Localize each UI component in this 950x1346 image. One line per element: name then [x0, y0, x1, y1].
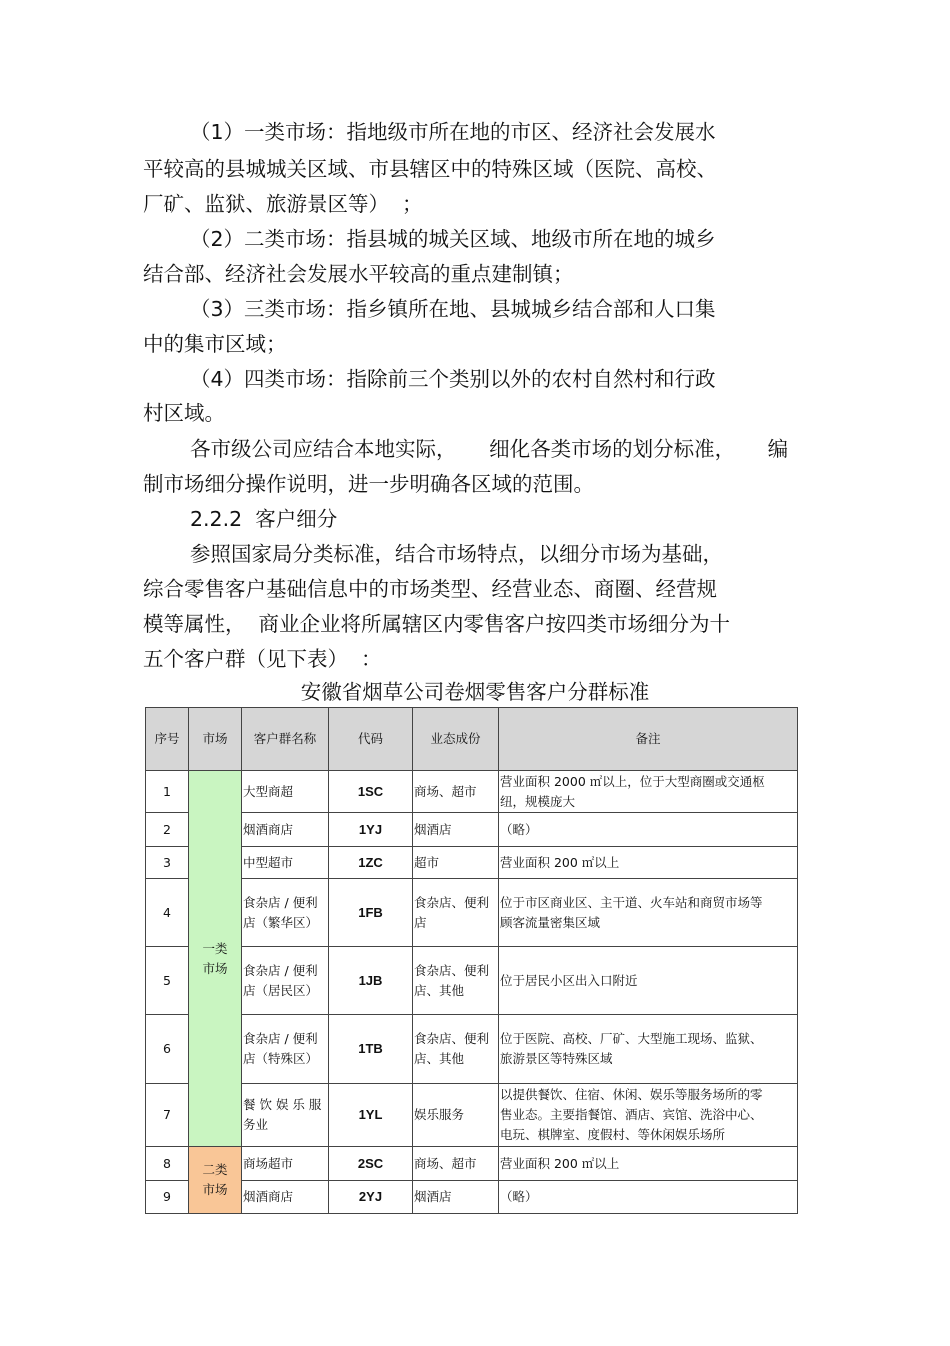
- note-cell: [499, 947, 798, 1015]
- text-line: 顾客流量密集区域: [500, 914, 601, 930]
- text-line: 店（居民区）: [243, 982, 319, 998]
- text-line: 商场超市: [243, 1155, 294, 1171]
- text-line: 烟酒商店: [243, 1189, 294, 1204]
- text-line: 食杂店 / 便利: [243, 894, 318, 910]
- table-row: [146, 1015, 798, 1084]
- text-line: 餐 饮 娱 乐 服: [243, 1097, 322, 1112]
- text-line: 以提供餐饮、住宿、休闲、娱乐等服务场所的零: [500, 1087, 763, 1102]
- text-line: 食杂店、便利: [414, 894, 490, 910]
- table-row: [146, 813, 798, 847]
- format-cell: [413, 1015, 499, 1084]
- format-cell: [413, 847, 499, 879]
- code-cell: 1ZC: [329, 847, 413, 879]
- row-number: 1: [146, 771, 189, 813]
- note-cell: [499, 1084, 798, 1147]
- text-line: 店、其他: [414, 1051, 465, 1066]
- text-line: 营业面积 200 ㎡以上: [500, 1155, 620, 1171]
- row-number: 4: [146, 879, 189, 947]
- header-cell: 序号: [146, 708, 189, 771]
- row-number: 7: [146, 1084, 189, 1147]
- table-row: [146, 947, 798, 1015]
- format-cell: [413, 1181, 499, 1214]
- format-cell: [413, 813, 499, 847]
- group-name-cell: [242, 1181, 329, 1214]
- customer-group-table: [145, 707, 798, 1214]
- text-line: 店: [414, 914, 427, 930]
- text-line: 店（繁华区）: [243, 914, 319, 930]
- header-cell: 客户群名称: [242, 708, 329, 771]
- group-name-cell: [242, 1084, 329, 1147]
- paragraph-line: 五个客户群（见下表） ：: [143, 647, 382, 671]
- paragraph-line: （4）四类市场：指除前三个类别以外的农村自然村和行政: [190, 367, 716, 391]
- text-line: 电玩、棋牌室、度假村、等休闲娱乐场所: [500, 1127, 726, 1142]
- row-number: 8: [146, 1147, 189, 1181]
- group-name-cell: [242, 1015, 329, 1084]
- table-row: [146, 1181, 798, 1214]
- paragraph-line: 综合零售客户基础信息中的市场类型、经营业态、商圈、经营规: [143, 577, 717, 601]
- header-cell: 备注: [499, 708, 798, 771]
- paragraph-line: 参照国家局分类标准，结合市场特点，以细分市场为基础，: [190, 542, 723, 566]
- text-line: 店、其他: [414, 982, 465, 998]
- note-cell: [499, 771, 798, 813]
- table-row: [146, 1084, 798, 1147]
- text-line: 超市: [414, 854, 440, 870]
- text-line: 食杂店 / 便利: [243, 1031, 318, 1046]
- paragraph-line: 结合部、经济社会发展水平较高的重点建制镇；: [143, 262, 574, 286]
- table-row: [146, 1147, 798, 1181]
- market-cell-first-class: [189, 771, 242, 1147]
- table-header-row: [146, 708, 798, 771]
- market-label: 市场: [202, 1182, 228, 1197]
- note-cell: [499, 813, 798, 847]
- header-cell: 代码: [329, 708, 413, 771]
- paragraph-line: 各市级公司应结合本地实际， 细化各类市场的划分标准， 编: [190, 437, 789, 461]
- group-name-cell: [242, 879, 329, 947]
- text-line: 商场、超市: [414, 1155, 477, 1171]
- table-row: [146, 879, 798, 947]
- note-cell: [499, 847, 798, 879]
- paragraph-line: 中的集市区域；: [143, 332, 287, 356]
- market-cell-second-class: [189, 1147, 242, 1214]
- format-cell: [413, 947, 499, 1015]
- text-line: 食杂店、便利: [414, 1031, 490, 1046]
- group-name-cell: [242, 947, 329, 1015]
- row-number: 6: [146, 1015, 189, 1084]
- text-line: 店（特殊区）: [243, 1051, 319, 1066]
- paragraph-line: 制市场细分操作说明，进一步明确各区域的范围。: [143, 472, 594, 496]
- text-line: 商场、超市: [414, 783, 477, 799]
- market-label: 一类: [202, 940, 228, 956]
- code-cell: 1TB: [329, 1015, 413, 1084]
- table-title: 安徽省烟草公司卷烟零售客户分群标准: [300, 680, 650, 704]
- row-number: 5: [146, 947, 189, 1015]
- text-line: 位于市区商业区、主干道、火车站和商贸市场等: [500, 894, 763, 910]
- paragraph-line: 厂矿、监狱、旅游景区等） ；: [143, 192, 423, 216]
- text-line: 位于居民小区出入口附近: [500, 972, 638, 988]
- format-cell: [413, 879, 499, 947]
- note-cell: [499, 1147, 798, 1181]
- code-cell: 2YJ: [329, 1181, 413, 1214]
- group-name-cell: [242, 847, 329, 879]
- text-line: 中型超市: [243, 854, 294, 870]
- group-name-cell: [242, 771, 329, 813]
- text-line: 纽，规模庞大: [500, 793, 576, 809]
- text-line: 务业: [243, 1117, 269, 1132]
- text-line: 烟酒商店: [243, 821, 294, 837]
- text-line: 营业面积 2000 ㎡以上，位于大型商圈或交通枢: [500, 773, 765, 789]
- note-cell: [499, 879, 798, 947]
- row-number: 3: [146, 847, 189, 879]
- paragraph-line: （2）二类市场：指县城的城关区域、地级市所在地的城乡: [190, 227, 716, 251]
- text-line: 食杂店、便利: [414, 962, 490, 978]
- paragraph-line: 村区域。: [143, 401, 225, 425]
- note-cell: [499, 1015, 798, 1084]
- text-line: 食杂店 / 便利: [243, 962, 318, 978]
- table-row: [146, 771, 798, 813]
- header-cell: 市场: [189, 708, 242, 771]
- table-row: [146, 847, 798, 879]
- text-line: 营业面积 200 ㎡以上: [500, 854, 620, 870]
- group-name-cell: [242, 813, 329, 847]
- text-line: 烟酒店: [414, 1189, 452, 1204]
- group-name-cell: [242, 1147, 329, 1181]
- text-line: 旅游景区等特殊区域: [500, 1051, 613, 1066]
- market-label: 二类: [202, 1162, 228, 1177]
- code-cell: 1SC: [329, 771, 413, 813]
- text-line: 娱乐服务: [414, 1107, 465, 1122]
- text-line: 烟酒店: [414, 821, 452, 837]
- market-label: 市场: [202, 960, 228, 976]
- text-line: 售业态。主要指餐馆、酒店、宾馆、洗浴中心、: [500, 1107, 763, 1122]
- format-cell: [413, 1084, 499, 1147]
- paragraph-line: （1）一类市场：指地级市所在地的市区、经济社会发展水: [190, 120, 716, 144]
- format-cell: [413, 771, 499, 813]
- row-number: 9: [146, 1181, 189, 1214]
- note-cell: [499, 1181, 798, 1214]
- code-cell: 1FB: [329, 879, 413, 947]
- code-cell: 1YJ: [329, 813, 413, 847]
- text-line: 大型商超: [243, 783, 294, 799]
- code-cell: 1JB: [329, 947, 413, 1015]
- format-cell: [413, 1147, 499, 1181]
- paragraph-line: （3）三类市场：指乡镇所在地、县城城乡结合部和人口集: [190, 297, 716, 321]
- row-number: 2: [146, 813, 189, 847]
- section-heading: 2.2.2 客户细分: [190, 507, 338, 531]
- text-line: （略）: [500, 821, 538, 837]
- header-cell: 业态成份: [413, 708, 499, 771]
- paragraph-line: 平较高的县城城关区域、市县辖区中的特殊区域（医院、高校、: [143, 157, 717, 181]
- text-line: 位于医院、高校、厂矿、大型施工现场、监狱、: [500, 1031, 763, 1046]
- text-line: （略）: [500, 1189, 538, 1204]
- code-cell: 2SC: [329, 1147, 413, 1181]
- code-cell: 1YL: [329, 1084, 413, 1147]
- paragraph-line: 模等属性， 商业企业将所属辖区内零售客户按四类市场细分为十: [143, 612, 731, 636]
